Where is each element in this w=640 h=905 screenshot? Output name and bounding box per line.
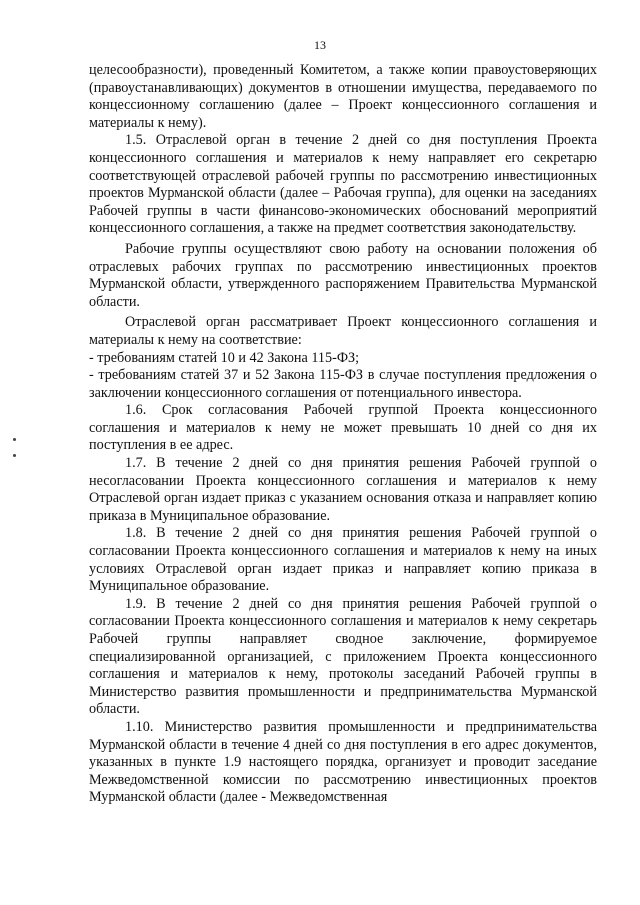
page-number: 13 [314,38,326,52]
document-body [89,62,597,807]
list-item-requirements-2: - требованиям статей 37 и 52 Закона 115-ФЗ в случае поступления предложения о заключении концессионного соглашения от потенциального инвестора. [89,367,597,401]
paragraph-working-groups: Рабочие группы осуществляют свою работу на основании положения об отраслевых рабочих группах по рассмотрению инвестиционных проектов Мурманской области, утвержденного распоряжением Правительства Мурманской области. [89,240,597,310]
paragraph-1-9: 1.9. В течение 2 дней со дня принятия решения Рабочей группой о согласовании Проекта концессионного соглашения и материалов к нему секретарь Рабочей группы направляет сводное заключение, формируемое специализированной организацией, с приложением Проекта концессионного соглашения и материалов к нему, протоколы заседаний Рабочей группы в Министерство развития промышленности и предпринимательства Мурманской области. [89,595,597,718]
paragraph-1-5: 1.5. Отраслевой орган в течение 2 дней со дня поступления Проекта концессионного соглашения и материалов к нему направляет его секретарю соответствующей отраслевой рабочей группы по рассмотрению инвестиционных проектов Мурманской области (далее – Рабочая группа), для оценки на заседаниях Рабочей группы в части финансово-экономических обоснований мероприятий концессионного соглашения, а также на предмет соответствия законодательству. [89,132,597,237]
paragraph-review-intro: Отраслевой орган рассматривает Проект концессионного соглашения и материалы к нему на соответствие: [89,314,597,348]
paragraph-1-7: 1.7. В течение 2 дней со дня принятия решения Рабочей группой о несогласовании Проекта концессионного соглашения и материалов к нему Отраслевой орган издает приказ с указанием основания отказа и направляет копию приказа в Муниципальное образование. [89,455,597,524]
paragraph-1-6: 1.6. Срок согласования Рабочей группой Проекта концессионного соглашения и материалов к нему не может превышать 10 дней со дня их поступления в ее адрес. [89,402,597,454]
list-item-requirements-1: - требованиям статей 10 и 42 Закона 115-ФЗ; [89,349,360,366]
paragraph-1-8: 1.8. В течение 2 дней со дня принятия решения Рабочей группой о согласовании Проекта концессионного соглашения и материалов к нему на иных условиях Отраслевой орган издает приказ и направляет копию приказа в Муниципальное образование. [89,525,597,595]
paragraph-continuation: целесообразности), проведенный Комитетом, а также копии правоустоверяющих (правоустанавливающих) документов в отношении имущества, передаваемого по концессионному соглашению (далее – Проект концессионного соглашения и материалы к нему). [89,62,597,131]
margin-mark [13,438,16,441]
margin-mark [13,454,16,457]
paragraph-1-10: 1.10. Министерство развития промышленности и предпринимательства Мурманской области в течение 4 дней со дня поступления в его адрес документов, указанных в пункте 1.9 настоящего порядка, организует и проводит заседание Межведомственной комиссии по рассмотрению инвестиционных проектов Мурманской области (далее - Межведомственная [89,718,597,806]
